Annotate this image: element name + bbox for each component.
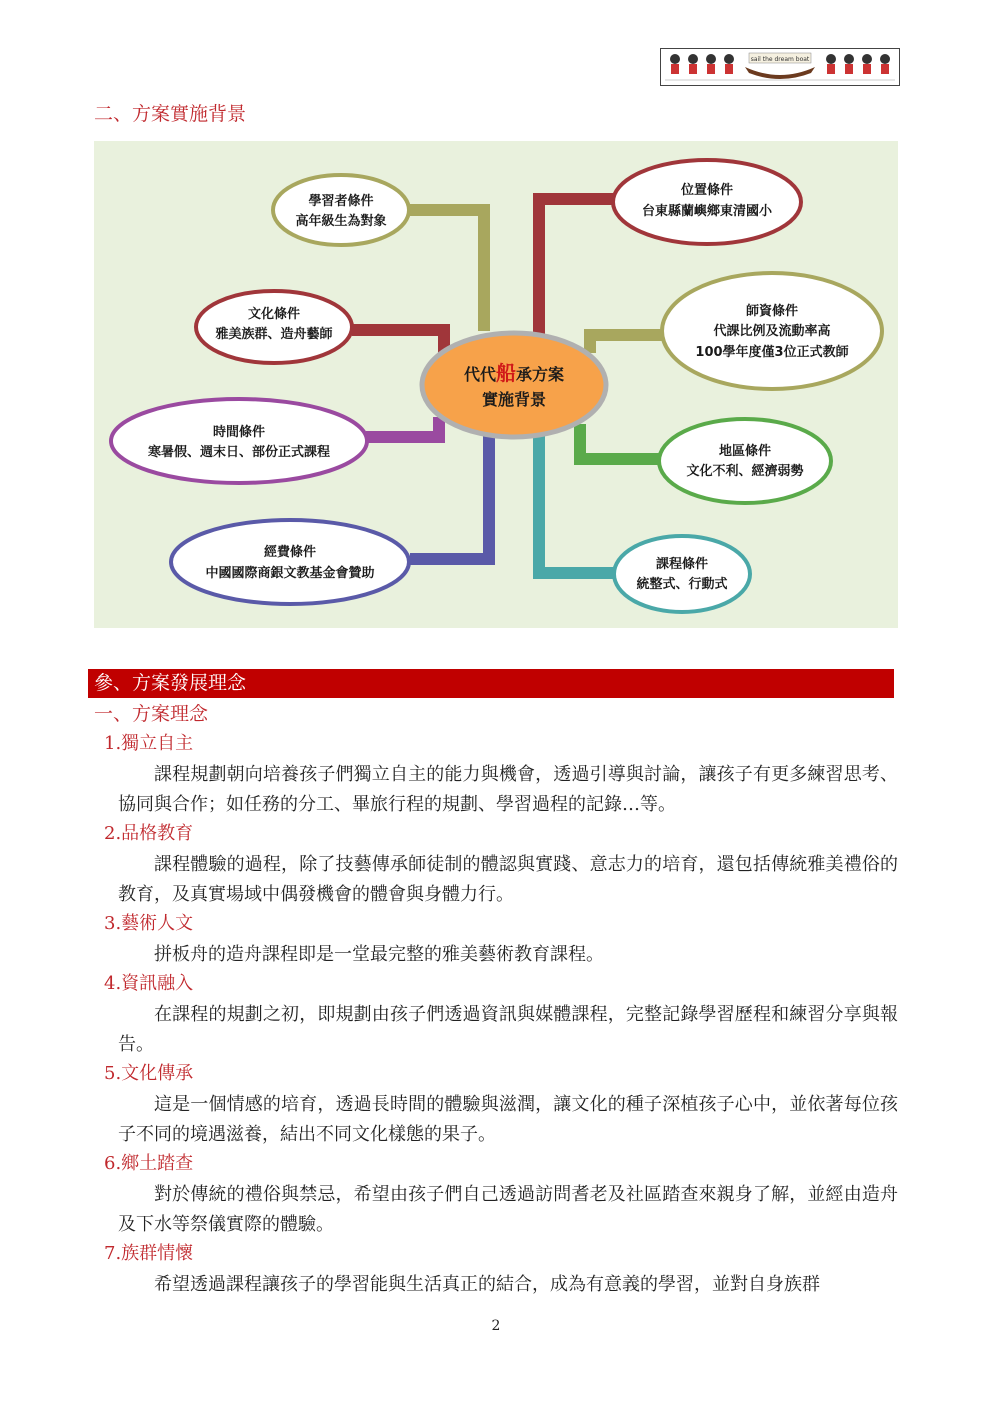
page-number: 2 bbox=[491, 1318, 501, 1334]
connector-culture bbox=[352, 330, 444, 356]
funding-detail: 中國國際商銀文教基金會贊助 bbox=[205, 566, 375, 581]
location-node bbox=[613, 160, 801, 244]
teacher-title: 師資條件 bbox=[745, 304, 799, 319]
item-6-title: 6.鄉土踏查 bbox=[104, 1153, 194, 1174]
center-title-line2: 實施背景 bbox=[481, 390, 547, 409]
funding-node bbox=[171, 520, 409, 604]
connector-location bbox=[539, 199, 614, 336]
course-title: 課程條件 bbox=[655, 557, 709, 572]
learner-detail: 高年級生為對象 bbox=[295, 214, 387, 229]
culture-detail: 雅美族群、造舟藝師 bbox=[215, 327, 333, 342]
item-1-title: 1.獨立自主 bbox=[104, 733, 194, 754]
header-logo bbox=[660, 48, 900, 86]
item-2-title: 2.品格教育 bbox=[104, 823, 194, 844]
item-2-text: 課程體驗的過程，除了技藝傳承師徒制的體認與實踐、意志力的培育，還包括傳統雅美禮俗的教育，及真實場域中偶發機會的體會與身體力行。 bbox=[118, 854, 898, 905]
item-7-text: 希望透過課程讓孩子的學習能與生活真正的結合，成為有意義的學習，並對自身族群 bbox=[154, 1274, 820, 1295]
connector-learner bbox=[410, 210, 484, 331]
teacher-detail-1: 代課比例及流動率高 bbox=[713, 324, 831, 339]
region-title: 地區條件 bbox=[718, 444, 772, 459]
item-5-title: 5.文化傳承 bbox=[104, 1063, 194, 1084]
item-3-text: 拼板舟的造舟課程即是一堂最完整的雅美藝術教育課程。 bbox=[154, 944, 604, 965]
connector-funding bbox=[410, 431, 489, 559]
item-5-text: 這是一個情感的培育，透過長時間的體驗與滋潤，讓文化的種子深植孩子心中，並依著每位孩子不同的境遇滋養，結出不同文化樣態的果子。 bbox=[118, 1094, 898, 1145]
location-detail: 台東縣蘭嶼鄉東清國小 bbox=[641, 204, 773, 219]
section-2-title: 二、方案實施背景 bbox=[94, 103, 247, 125]
connector-time bbox=[366, 417, 439, 437]
learner-node bbox=[273, 175, 409, 245]
culture-title: 文化條件 bbox=[247, 307, 301, 322]
learner-title: 學習者條件 bbox=[308, 194, 374, 209]
time-node bbox=[111, 399, 367, 483]
connector-region bbox=[580, 424, 659, 459]
item-6-text: 對於傳統的禮俗與禁忌，希望由孩子們自己透過訪問耆老及社區踏查來親身了解，並經由造舟及下水等祭儀實際的體驗。 bbox=[118, 1184, 898, 1235]
logo-caption: sail the dream boat bbox=[750, 56, 810, 63]
item-7-title: 7.族群情懷 bbox=[104, 1243, 194, 1264]
teacher-detail-2: 100學年度僅3位正式教師 bbox=[695, 345, 849, 360]
background-mind-map bbox=[94, 141, 898, 628]
region-detail: 文化不利、經濟弱勢 bbox=[686, 464, 804, 479]
funding-title: 經費條件 bbox=[263, 545, 317, 560]
section-3-title: 參、方案發展理念 bbox=[88, 669, 894, 698]
children-boat-banner-icon bbox=[661, 49, 899, 85]
center-node bbox=[422, 333, 606, 437]
subsection-1-title: 一、方案理念 bbox=[94, 703, 209, 725]
item-4-title: 4.資訊融入 bbox=[104, 973, 194, 994]
item-3-title: 3.藝術人文 bbox=[104, 913, 194, 934]
time-detail: 寒暑假、週末日、部份正式課程 bbox=[147, 445, 331, 460]
connector-teacher bbox=[590, 335, 664, 353]
location-title: 位置條件 bbox=[680, 183, 734, 198]
course-node bbox=[614, 536, 750, 612]
center-title-line1: 代代船承方案 bbox=[463, 361, 565, 385]
course-detail: 統整式、行動式 bbox=[636, 577, 728, 592]
time-title: 時間條件 bbox=[212, 425, 266, 440]
region-node bbox=[659, 419, 831, 503]
item-1-text: 課程規劃朝向培養孩子們獨立自主的能力與機會，透過引導與討論，讓孩子有更多練習思考、協同與合作；如任務的分工、畢旅行程的規劃、學習過程的記錄…等。 bbox=[118, 764, 898, 815]
item-4-text: 在課程的規劃之初，即規劃由孩子們透過資訊與媒體課程，完整記錄學習歷程和練習分享與報告。 bbox=[118, 1004, 898, 1055]
